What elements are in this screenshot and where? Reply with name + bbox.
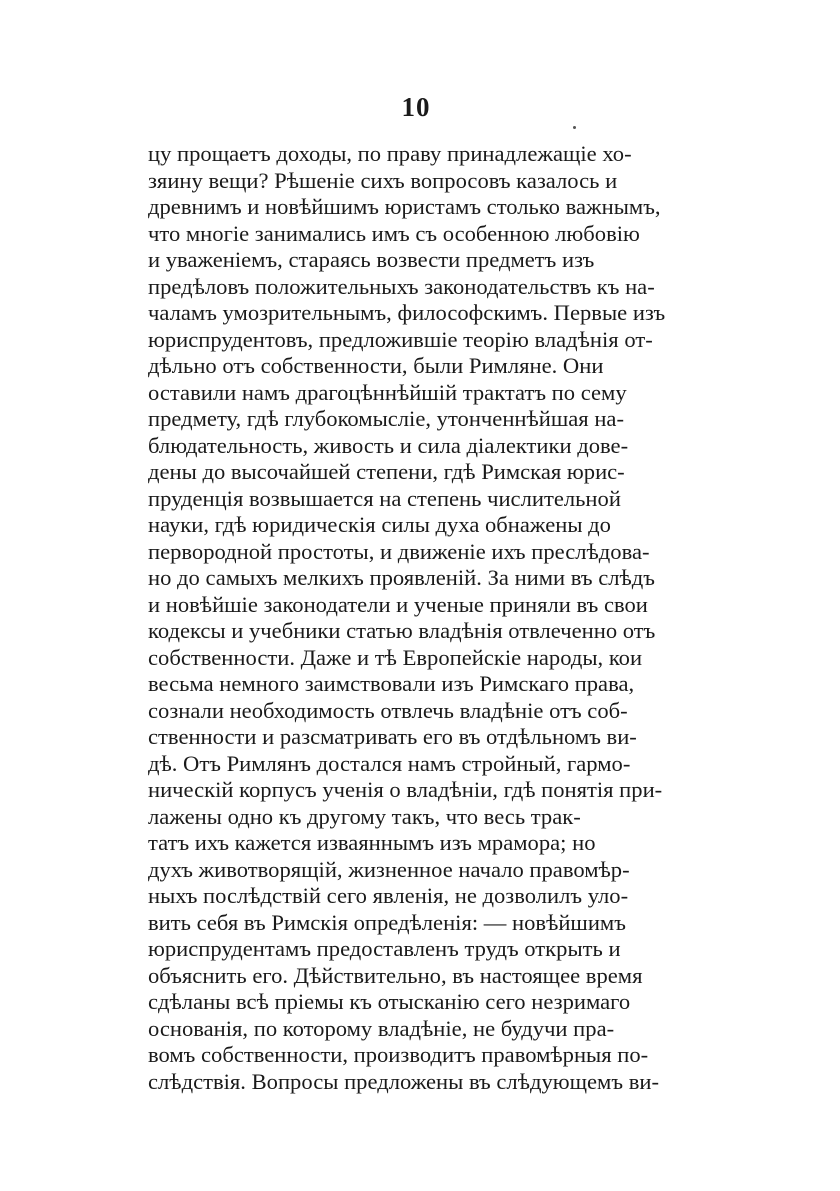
text-line: цу прощаетъ доходы, по праву принадлежащіе хо-: [148, 141, 632, 166]
text-line: дѣльно отъ собственности, были Римляне. Они: [148, 353, 604, 378]
text-line: но до самыхъ мелкихъ проявленій. За ними въ слѣдъ: [148, 565, 655, 590]
text-line: сознали необходимость отвлечь владѣніе отъ соб-: [148, 697, 628, 723]
text-line: собственности. Даже и тѣ Европейскіе народы, кои: [148, 644, 643, 670]
print-speck: [573, 126, 576, 129]
text-line: ныхъ послѣдствій сего явленія, не дозволилъ уло-: [148, 883, 629, 908]
text-line: объяснить его. Дѣйствительно, въ настоящее время: [148, 962, 643, 988]
text-line: и новѣйшіе законодатели и ученые приняли въ свои: [148, 591, 648, 617]
text-line: юриспрудентамъ предоставленъ трудъ открыть и: [148, 936, 621, 961]
text-line: духъ животворящій, жизненное начало правомѣр-: [148, 856, 630, 882]
text-line: чаламъ умозрительнымъ, философскимъ. Первые изъ: [148, 300, 666, 325]
text-line: дѣ. Отъ Римлянъ достался намъ стройный, гармо-: [148, 750, 631, 776]
text-line: ственности и разсматривать его въ отдѣльномъ ви-: [148, 724, 637, 749]
text-line: лажены одно къ другому такъ, что весь трак-: [148, 803, 581, 829]
text-line: ническій корпусъ ученія о владѣніи, гдѣ понятія при-: [148, 777, 663, 802]
text-line: пруденція возвышается на степень числительной: [148, 485, 621, 511]
text-line: дены до высочайшей степени, гдѣ Римская юрис-: [148, 459, 625, 484]
page-number: 10: [401, 92, 431, 122]
text-line: вомъ собственности, производитъ правомѣрныя по-: [148, 1042, 649, 1067]
text-line: основанія, по которому владѣніе, не будучи пра-: [148, 1015, 615, 1041]
text-line: татъ ихъ кажется изваяннымъ изъ мрамора; но: [148, 830, 596, 855]
text-line: зяину вещи? Рѣшеніе сихъ вопросовъ казалось и: [148, 167, 618, 193]
text-line: юриспрудентовъ, предложившіе теорію владѣнія от-: [148, 326, 653, 352]
text-line: кодексы и учебники статью владѣнія отвлеченно отъ: [148, 618, 656, 643]
text-line: предѣловъ положительныхъ законодательствъ къ на-: [148, 273, 655, 299]
text-line: первородной простоты, и движеніе ихъ преслѣдова-: [148, 538, 650, 564]
text-line: и уваженіемъ, стараясь возвести предметъ изъ: [148, 247, 595, 272]
text-line: слѣдствія. Вопросы предложены въ слѣдующемъ ви-: [148, 1068, 659, 1094]
text-line: оставили намъ драгоцѣннѣйшій трактатъ по сему: [148, 379, 627, 405]
text-line: вить себя въ Римскія опредѣленія: — новѣйшимъ: [148, 909, 626, 935]
text-line: весьма немного заимствовали изъ Римскаго права,: [148, 671, 635, 696]
text-line: сдѣланы всѣ пріемы къ отысканію сего незримаго: [148, 989, 631, 1014]
text-line: что многіе занимались имъ съ особенною любовію: [148, 220, 640, 246]
text-line: предмету, гдѣ глубокомысліе, утонченнѣйшая на-: [148, 406, 624, 431]
body-text: [148, 141, 705, 1095]
text-line: древнимъ и новѣйшимъ юристамъ столько важнымъ,: [148, 194, 661, 219]
text-line: блюдательность, живость и сила діалектики дове-: [148, 432, 629, 458]
text-line: науки, гдѣ юридическія силы духа обнажены до: [148, 512, 611, 537]
